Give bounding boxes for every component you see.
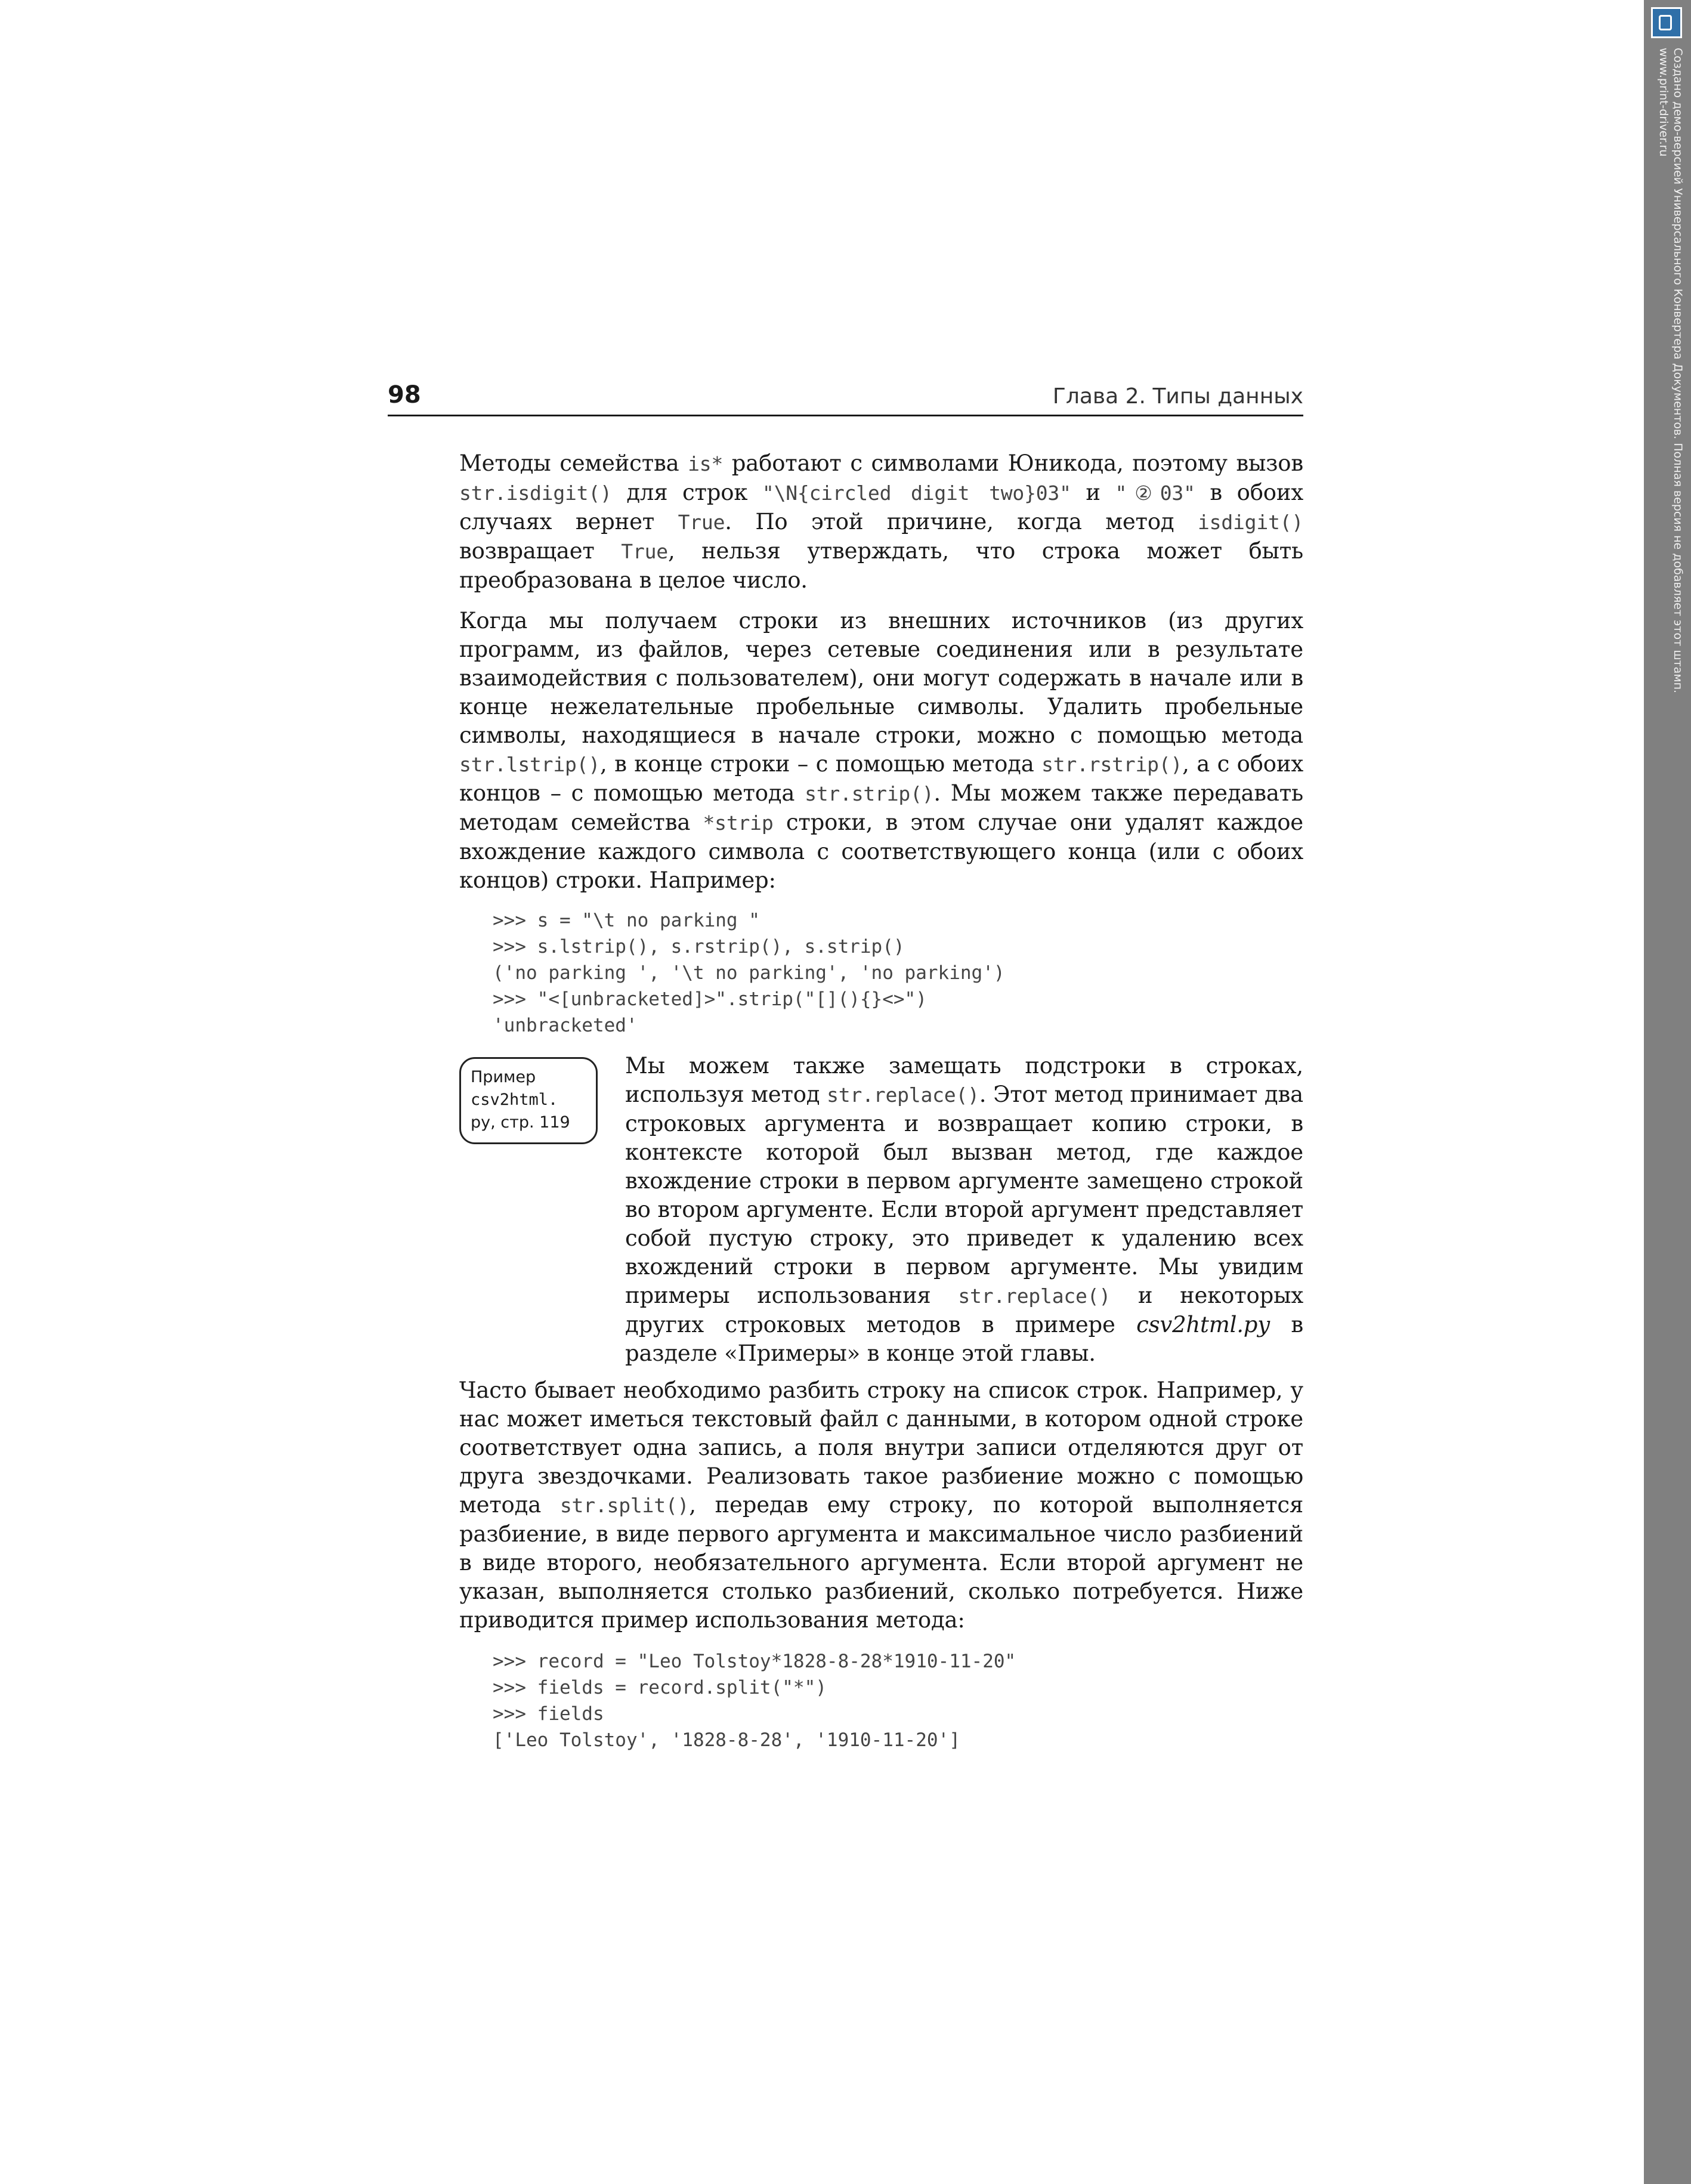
text-run: работают с символами Юникода, поэтому вызов — [723, 450, 1303, 476]
paragraph-replace-method — [625, 1052, 1303, 1368]
inline-code: True — [621, 540, 668, 563]
text-run: строки, в этом случае они удалят каждое вхождение каждого символа с соответствующего конца (или с обоих концов) строки. Например: — [459, 810, 1303, 893]
text-run: в разделе «Примеры» в конце этой главы. — [625, 1312, 1303, 1366]
inline-code: str.lstrip() — [459, 753, 601, 776]
margin-note-line: py, стр. 119 — [471, 1113, 570, 1132]
inline-code: str.rstrip() — [1041, 753, 1183, 776]
text-run: . Мы можем также передавать методам семейства — [459, 780, 1303, 835]
code-line: >>> fields = record.split("*") — [493, 1677, 827, 1698]
watermark-url: www.print-driver.ru — [1657, 48, 1670, 157]
code-line: ('no parking ', '\t no parking', 'no parking') — [493, 962, 1005, 984]
text-run: , а с обоих концов – с помощью метода — [459, 751, 1304, 806]
text-run: , передав ему строку, по которой выполняется разбиение, в виде первого аргумента и максимальное число разбиений в виде второго, необязательного аргумента. Если второй аргумент не указан, выполняется столько разбиений, сколько потребуется. Ниже приводится пример использования метода: — [459, 1492, 1304, 1633]
inline-code: str.isdigit() — [459, 481, 612, 505]
inline-code: True — [678, 511, 725, 534]
code-line: >>> s.lstrip(), s.rstrip(), s.strip() — [493, 936, 905, 957]
paragraph-strip-methods — [459, 607, 1303, 895]
margin-note — [459, 1057, 598, 1144]
inline-code: str.replace() — [958, 1284, 1111, 1308]
text-run: возвращает — [459, 538, 622, 564]
code-line: >>> record = "Leo Tolstoy*1828-8-28*1910-11-20" — [493, 1651, 1016, 1672]
code-line: >>> s = "\t no parking " — [493, 910, 760, 931]
watermark-line: Создано демо-версией Универсального Конвертера Документов. Полная версия не добавляет этот штамп. — [1671, 48, 1684, 694]
text-run: . По этой причине, когда метод — [725, 509, 1198, 535]
text-run: , в конце строки – с помощью метода — [600, 751, 1042, 777]
text-run: в обоих случаях вернет — [459, 480, 1304, 535]
paragraph-split-method — [459, 1376, 1303, 1635]
code-line: ['Leo Tolstoy', '1828-8-28', '1910-11-20'] — [493, 1729, 960, 1751]
code-line: 'unbracketed' — [493, 1015, 638, 1036]
chapter-title: Глава 2. Типы данных — [1052, 384, 1303, 409]
inline-code: is* — [688, 452, 724, 475]
margin-note-file: csv2html. — [471, 1091, 558, 1109]
running-header — [388, 373, 1303, 416]
text-run: Методы семейства — [459, 450, 688, 476]
inline-code: str.replace() — [827, 1083, 979, 1107]
inline-code: str.strip() — [805, 782, 934, 805]
inline-code: "\N{circled digit two}03" — [762, 481, 1071, 505]
text-run: и некоторых других строковых методов в примере — [625, 1283, 1303, 1337]
text-run: Мы можем также замещать подстроки в строках, используя метод — [625, 1053, 1303, 1107]
code-block-split — [493, 1648, 1016, 1753]
text-run: . Этот метод принимает два строковых аргумента и возвращает копию строки, в контексте которой был вызван метод, где каждое вхождение строки в первом аргументе замещено строкой во втором аргументе. Если второй аргумент представляет собой пустую строку, это приведет к удалению всех вхождений строки в первом аргументе. Мы увидим примеры использования — [625, 1082, 1303, 1308]
text-run: и — [1071, 480, 1115, 505]
inline-code: str.split() — [559, 1494, 690, 1517]
text-run: Когда мы получаем строки из внешних источников (из других программ, из файлов, через сетевые соединения или в результате взаимодействия с пользователем), они могут содержать в начале или в конце нежелательные пробельные символы. Удалить пробельные символы, находящиеся в начале строки, можно с помощью метода — [459, 608, 1303, 748]
inline-code: isdigit() — [1198, 511, 1304, 534]
watermark-text — [1656, 48, 1685, 704]
code-block-strip — [493, 907, 1005, 1039]
converter-logo-icon — [1651, 7, 1682, 38]
text-run: для строк — [611, 480, 762, 505]
code-line: >>> fields — [493, 1703, 604, 1725]
inline-filename: csv2html.py — [1136, 1312, 1270, 1337]
code-line: >>> "<[unbracketed]>".strip("[](){}<>") — [493, 988, 927, 1010]
text-run: , нельзя утверждать, что строка может быть преобразована в целое число. — [459, 538, 1303, 593]
inline-code: *strip — [703, 811, 774, 835]
margin-note-line: Пример — [471, 1068, 536, 1086]
page-number: 98 — [388, 381, 421, 409]
inline-code: "②03" — [1115, 481, 1195, 505]
paragraph-is-methods — [459, 449, 1303, 595]
text-run: Часто бывает необходимо разбить строку на список строк. Например, у нас может иметься текстовый файл с данными, в котором одной строке соответствует одна запись, а поля внутри записи отделяются друг от друга звездочками. Реализовать такое разбиение можно с помощью метода — [459, 1377, 1303, 1518]
